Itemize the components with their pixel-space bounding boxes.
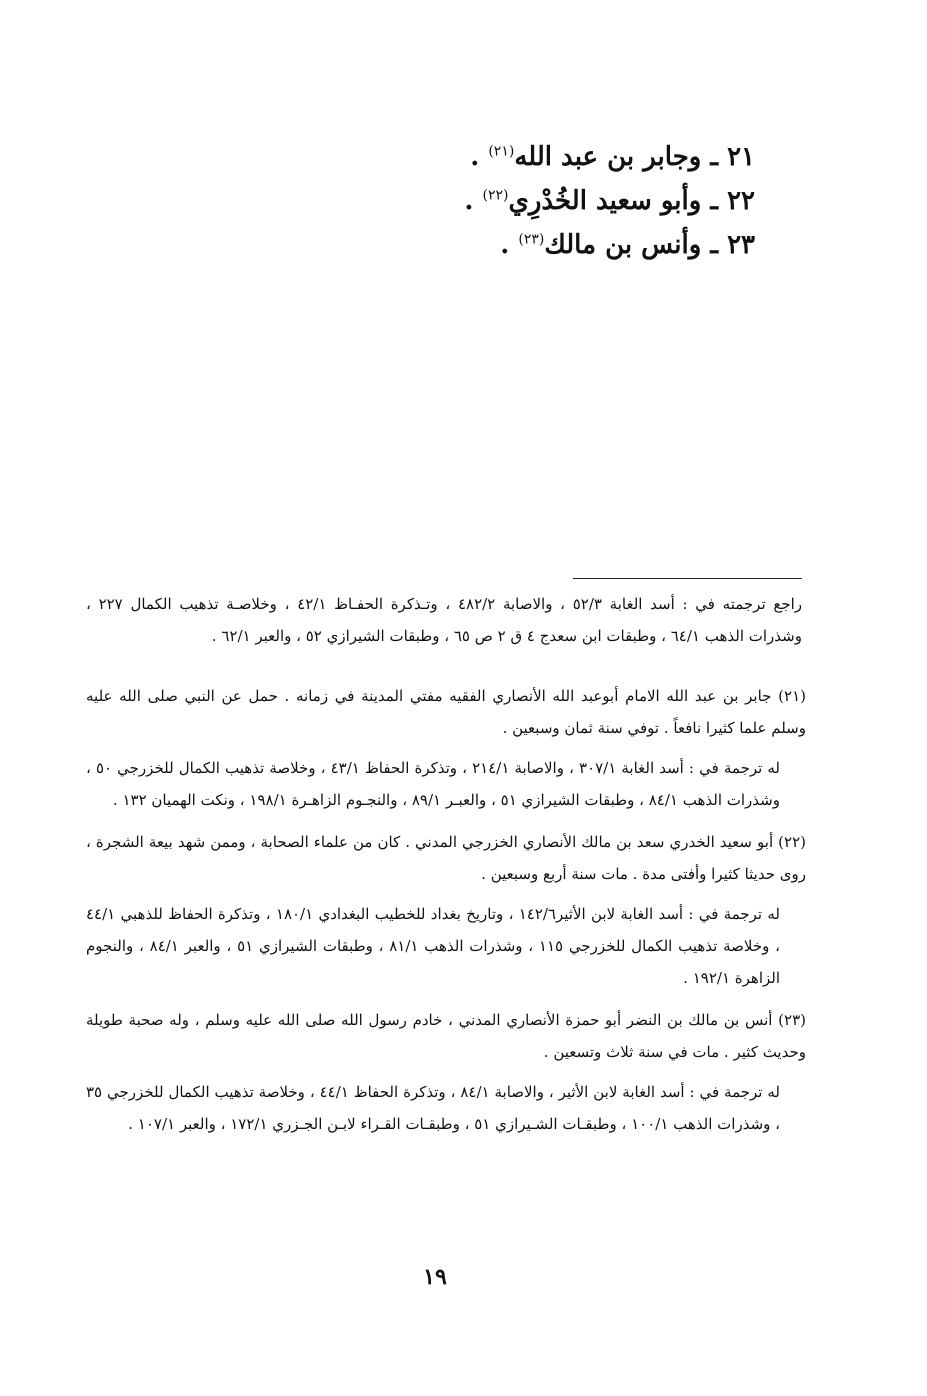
footnote-reference[interactable]: (٢٣) <box>518 231 545 248</box>
footnote-text: أنس بن مالك بن النضر أبو حمزة الأنصاري المدني ، خادم رسول الله صلى الله عليه وسلم ، وله صحبة طويلة وحديث كثير . مات في سنة ثلاث وتسعين . <box>86 1011 806 1061</box>
page-number: ١٩ <box>423 1264 447 1290</box>
footnote-23-refs: له ترجمة في : أسد الغابة لابن الأثير ، والاصابة ٨٤/١ ، وتذكرة الحفاظ ٤٤/١ ، وخلاصة تذهيب الكمال للخزرجي ٣٥ ، وشذرات الذهب ١٠٠/١ ، وطبقـات الشـيرازي ٥١ ، وطبقـات القـراء لابـن الجـزري ١٧٢/١ ، والعبر ١٠٧/١ . <box>86 1083 780 1133</box>
footnote-number: (٢٢) <box>778 833 806 851</box>
main-entry-23 <box>335 223 755 267</box>
entry-end: . <box>470 142 489 172</box>
footnote-text: أبو سعيد الخدري سعد بن مالك الأنصاري الخزرجي المدني . كان من علماء الصحابة ، وممن شهد بيعة الشجرة ، روى حديثا كثيرا وأفتى مدة . مات سنة أربع وسبعين . <box>86 833 806 883</box>
entry-number: ٢١ <box>727 142 755 172</box>
main-entry-21 <box>335 135 755 179</box>
footnote-reference[interactable]: (٢٢) <box>482 187 509 204</box>
entry-text: ـ وأنس بن مالك <box>544 230 718 260</box>
main-text <box>335 135 755 267</box>
entry-number: ٢٣ <box>727 230 755 260</box>
footnote-number: (٢٣) <box>778 1011 806 1029</box>
footnote-separator <box>573 578 802 579</box>
entry-number: ٢٢ <box>727 186 755 216</box>
main-entry-22 <box>335 179 755 223</box>
footnote-21-refs: له ترجمة في : أسد الغابة ٣٠٧/١ ، والاصابة ٢١٤/١ ، وتذكرة الحفاظ ٤٣/١ ، وخلاصة تذهيب الكمال للخزرجي ٥٠ ، وشذرات الذهب ٨٤/١ ، وطبقات الشيرازي ٥١ ، والعبـر ٨٩/١ ، والنجـوم الزاهـرة ١٩٨/١ ، ونكت الهميان ١٣٢ . <box>86 759 780 809</box>
footnotes <box>86 588 806 1150</box>
footnote-22-bio <box>86 826 806 890</box>
entry-text: ـ وجابر بن عبد الله <box>514 142 718 172</box>
footnote-21-bio <box>86 680 806 744</box>
general-reference-note: راجع ترجمته في : أسد الغابة ٥٢/٣ ، والاصابة ٤٨٢/٢ ، وتـذكرة الحفـاظ ٤٢/١ ، وخلاصـة تذهيب الكمال ٢٢٧ ، وشذرات الذهب ٦٤/١ ، وطبقات ابن سعدج ٤ ق ٢ ص ٦٥ ، وطبقات الشيرازي ٥٢ ، والعبر ٦٢/١ . <box>86 595 803 645</box>
entry-end: . <box>500 230 519 260</box>
entry-text: ـ وأبو سعيد الخُدْرِي <box>508 186 718 216</box>
footnote-reference[interactable]: (٢١) <box>488 143 515 160</box>
entry-end: . <box>464 186 483 216</box>
footnote-23-bio <box>86 1004 806 1068</box>
footnote-text: جابر بن عبد الله الامام أبوعبد الله الأنصاري الفقيه مفتي المدينة في زمانه . حمل عن النبي صلى الله عليه وسلم علما كثيرا نافعاً . توفي سنة ثمان وسبعين . <box>86 687 806 737</box>
footnote-22-refs: له ترجمة في : أسد الغابة لابن الأثير١٤٢/٦ ، وتاريخ بغداد للخطيب البغدادي ١٨٠/١ ، وتذكرة الحفاظ للذهبي ٤٤/١ ، وخلاصة تذهيب الكمال للخزرجي ١١٥ ، وشذرات الذهب ٨١/١ ، وطبقات الشيرازي ٥١ ، والعبر ٨٤/١ ، والنجوم الزاهرة ١٩٢/١ . <box>86 905 780 987</box>
footnote-number: (٢١) <box>778 687 806 705</box>
